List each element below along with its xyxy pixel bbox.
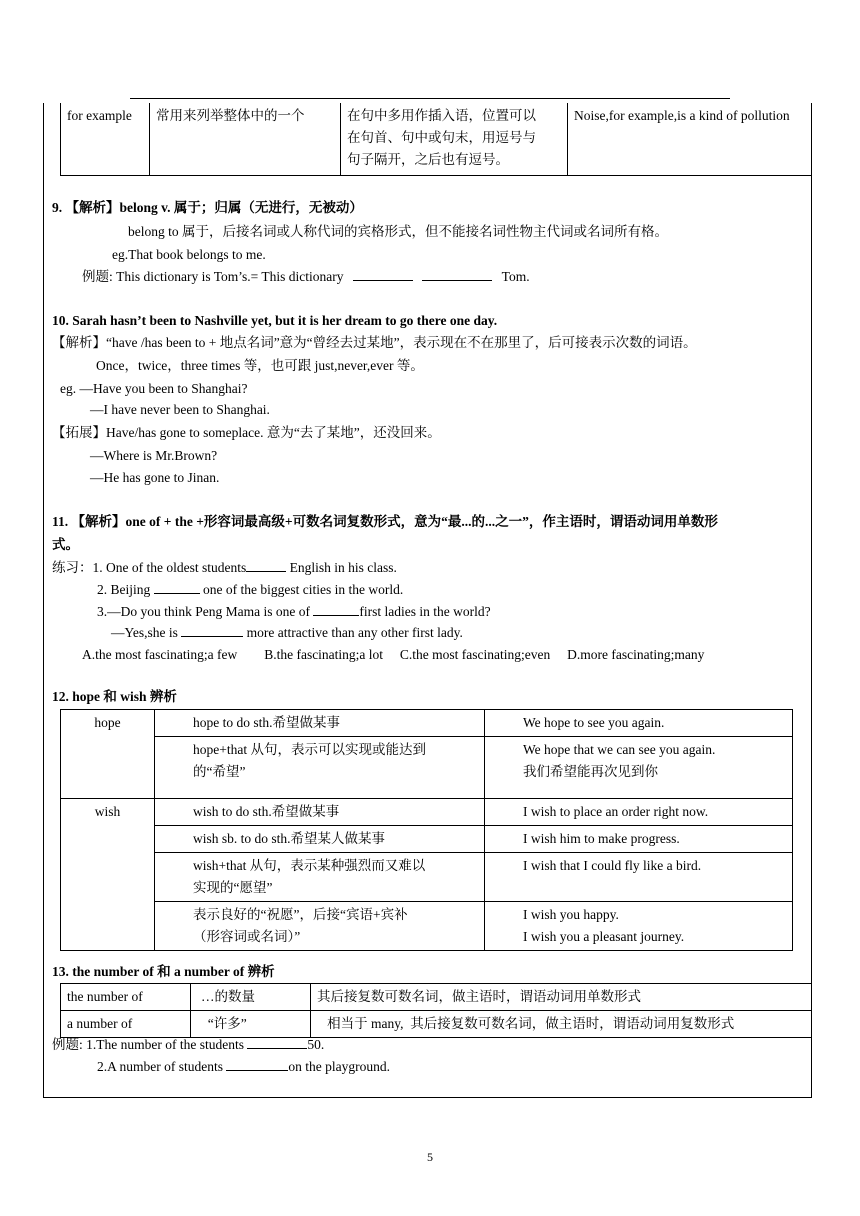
- s10-line1: 【解析】“have /has been to + 地点名词”意为“曾经去过某地”，表示现在不在那里了，后可接表示次数的词语。: [52, 335, 697, 350]
- cell-usage: 在句中多用作插入语，位置可以 在句首、句中或句末，用逗号与 句子隔开，之后也有逗号。: [341, 103, 568, 175]
- usage-cell: hope to do sth.希望做某事: [155, 710, 485, 737]
- cell-meaning: 常用来列举整体中的一个: [150, 103, 341, 175]
- cell-term: for example: [61, 103, 150, 175]
- s10-line3: eg. —Have you been to Shanghai?: [60, 381, 248, 396]
- answer-blank[interactable]: [353, 268, 413, 281]
- answer-blank[interactable]: [422, 268, 492, 281]
- s11-heading: 11. 【解析】one of + the +形容词最高级+可数名词复数形式，意为“最...的...之一”，作主语时，谓语动词用单数形: [52, 514, 718, 529]
- s11-heading-cont: 式。: [52, 537, 79, 552]
- page-number: 5: [427, 1150, 433, 1164]
- example-cell: We hope to see you again.: [485, 710, 793, 737]
- s13-heading: 13. the number of 和 a number of 辨析: [52, 964, 275, 979]
- usage-cell: wish+that 从句，表示某种强烈而又难以 实现的“愿望”: [155, 853, 485, 902]
- usage-cell: 表示良好的“祝愿”，后接“宾语+宾补 （形容词或名词）”: [155, 902, 485, 951]
- s9-heading: 9. 【解析】belong v. 属于；归属（无进行，无被动）: [52, 200, 363, 215]
- answer-blank[interactable]: [313, 603, 359, 616]
- rule-cell: 相当于 many, 其后接复数可数名词，做主语时，谓语动词用复数形式: [311, 1011, 813, 1038]
- s10-line2: Once，twice，three times 等，也可跟 just,never,ever 等。: [96, 358, 424, 373]
- term-cell: the number of: [61, 984, 191, 1011]
- usage-cell: wish sb. to do sth.希望某人做某事: [155, 826, 485, 853]
- answer-blank[interactable]: [247, 1036, 307, 1049]
- s11-options: A.the most fascinating;a few B.the fascinating;a lot C.the most fascinating;even D.more fascinating;many: [82, 647, 705, 662]
- s11-q2: 2. Beijing one of the biggest cities in the world.: [97, 582, 404, 597]
- meaning-cell: …的数量: [191, 984, 311, 1011]
- wish-label: wish: [61, 799, 155, 951]
- example-cell: I wish that I could fly like a bird.: [485, 853, 793, 902]
- s9-line2: eg.That book belongs to me.: [112, 247, 266, 262]
- answer-blank[interactable]: [226, 1058, 288, 1071]
- rule-cell: 其后接复数可数名词，做主语时，谓语动词用单数形式: [311, 984, 813, 1011]
- answer-blank[interactable]: [181, 624, 243, 637]
- usage-cell: hope+that 从句，表示可以实现或能达到 的“希望”: [155, 737, 485, 799]
- s11-q1: 练习：1. One of the oldest students English in his class.: [52, 560, 397, 575]
- header-rule: [130, 98, 730, 99]
- s10-line5: 【拓展】Have/has gone to someplace. 意为“去了某地”，还没回来。: [52, 425, 441, 440]
- s9-exercise: 例题: This dictionary is Tom’s.= This dictionary Tom.: [82, 269, 530, 284]
- s10-heading: 10. Sarah hasn’t been to Nashville yet, but it is her dream to go there one day.: [52, 313, 498, 328]
- example-cell: I wish him to make progress.: [485, 826, 793, 853]
- answer-blank[interactable]: [154, 581, 200, 594]
- s11-q4: —Yes,she is more attractive than any other first lady.: [111, 625, 463, 640]
- s12-heading: 12. hope 和 wish 辨析: [52, 689, 177, 704]
- hope-wish-table: [60, 709, 793, 951]
- meaning-cell: “许多”: [191, 1011, 311, 1038]
- answer-blank[interactable]: [246, 559, 286, 572]
- number-of-table: [60, 983, 812, 1038]
- s9-line1: belong to 属于，后接名词或人称代词的宾格形式，但不能接名词性物主代词或名词所有格。: [128, 224, 668, 239]
- example-cell: We hope that we can see you again. 我们希望能再次见到你: [485, 737, 793, 799]
- s13-example2: 2.A number of students on the playground.: [97, 1059, 390, 1074]
- cell-example: Noise,for example,is a kind of pollution: [568, 103, 813, 175]
- example-cell: I wish to place an order right now.: [485, 799, 793, 826]
- s10-line6: —Where is Mr.Brown?: [90, 448, 218, 463]
- term-cell: a number of: [61, 1011, 191, 1038]
- s13-example1: 例题: 1.The number of the students 50.: [52, 1037, 325, 1052]
- hope-label: hope: [61, 710, 155, 799]
- s10-line7: —He has gone to Jinan.: [90, 470, 220, 485]
- s11-q3: 3.—Do you think Peng Mama is one of first ladies in the world?: [97, 604, 491, 619]
- usage-cell: wish to do sth.希望做某事: [155, 799, 485, 826]
- example-cell: I wish you happy. I wish you a pleasant journey.: [485, 902, 793, 951]
- for-example-table: [60, 103, 812, 176]
- s10-line4: —I have never been to Shanghai.: [90, 402, 270, 417]
